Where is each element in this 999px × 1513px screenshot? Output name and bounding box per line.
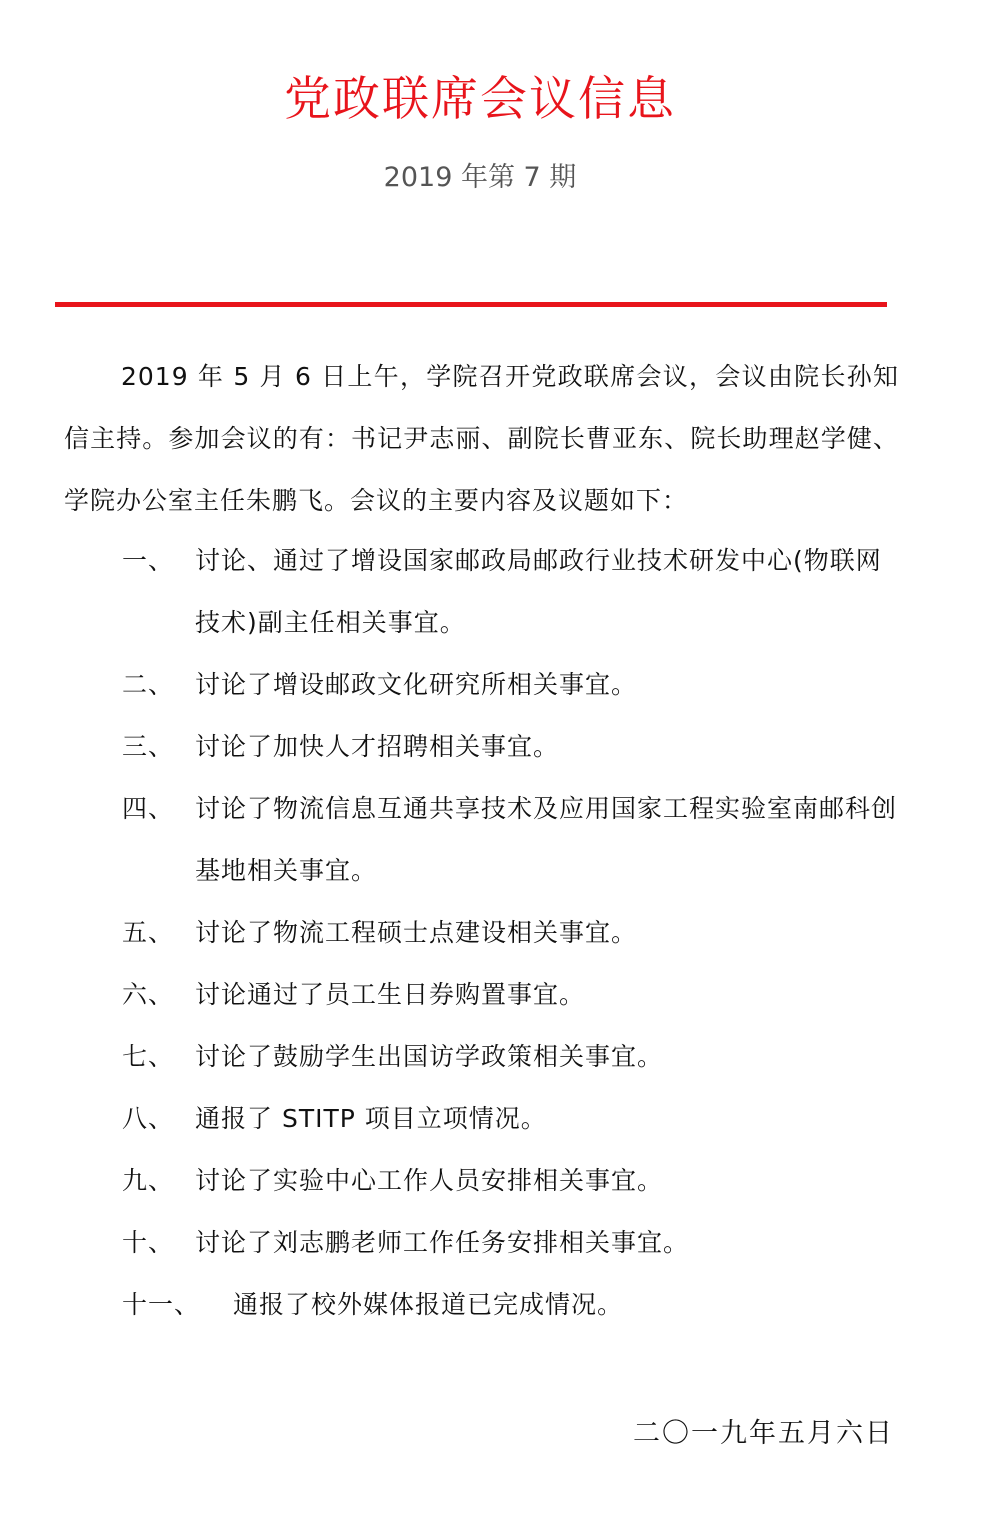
agenda-item-number: 十一、 bbox=[122, 1290, 201, 1319]
agenda-item-text: 讨论了刘志鹏老师工作任务安排相关事宜。 bbox=[195, 1228, 690, 1257]
agenda-item-number: 五、 bbox=[122, 918, 175, 947]
agenda-item-number: 三、 bbox=[122, 732, 175, 761]
document-date: 二〇一九年五月六日 bbox=[633, 1418, 894, 1449]
agenda-item-number: 四、 bbox=[122, 794, 175, 823]
agenda-item-number: 十、 bbox=[122, 1228, 175, 1257]
agenda-item bbox=[0, 654, 999, 716]
agenda-item-text: 讨论通过了员工生日券购置事宜。 bbox=[195, 980, 586, 1009]
agenda-item bbox=[0, 1026, 999, 1088]
agenda-item bbox=[0, 530, 999, 654]
document-body bbox=[64, 346, 899, 532]
agenda-list bbox=[0, 530, 999, 1336]
agenda-item-number: 九、 bbox=[122, 1166, 175, 1195]
agenda-item-number: 六、 bbox=[122, 980, 175, 1009]
agenda-item bbox=[0, 1212, 999, 1274]
agenda-item-number: 二、 bbox=[122, 670, 175, 699]
agenda-item-text: 讨论了物流信息互通共享技术及应用国家工程实验室南邮科创基地相关事宜。 bbox=[195, 794, 898, 885]
agenda-item-text: 讨论了实验中心工作人员安排相关事宜。 bbox=[195, 1166, 664, 1195]
agenda-item-text: 讨论了加快人才招聘相关事宜。 bbox=[195, 732, 560, 761]
agenda-item bbox=[0, 716, 999, 778]
agenda-item-text: 讨论了物流工程硕士点建设相关事宜。 bbox=[195, 918, 638, 947]
agenda-item-number: 八、 bbox=[122, 1104, 175, 1133]
agenda-item bbox=[0, 902, 999, 964]
red-divider bbox=[55, 302, 887, 307]
agenda-item-text: 讨论了增设邮政文化研究所相关事宜。 bbox=[195, 670, 638, 699]
agenda-item bbox=[0, 778, 999, 902]
agenda-item bbox=[0, 1274, 999, 1336]
agenda-item bbox=[0, 964, 999, 1026]
agenda-item-number: 七、 bbox=[122, 1042, 175, 1071]
agenda-item-text: 讨论、通过了增设国家邮政局邮政行业技术研发中心(物联网技术)副主任相关事宜。 bbox=[195, 546, 882, 637]
agenda-item-text: 通报了 STITP 项目立项情况。 bbox=[195, 1104, 547, 1133]
issue-number: 2019 年第 7 期 bbox=[383, 162, 577, 193]
intro-paragraph: 2019 年 5 月 6 日上午，学院召开党政联席会议，会议由院长孙知信主持。参加会议的有：书记尹志丽、副院长曹亚东、院长助理赵学健、学院办公室主任朱鹏飞。会议的主要内容及议题如下： bbox=[64, 362, 899, 515]
document-title: 党政联席会议信息 bbox=[284, 72, 676, 127]
agenda-item bbox=[0, 1088, 999, 1150]
agenda-item-text: 讨论了鼓励学生出国访学政策相关事宜。 bbox=[195, 1042, 664, 1071]
agenda-item bbox=[0, 1150, 999, 1212]
agenda-item-number: 一、 bbox=[122, 546, 175, 575]
agenda-item-text: 通报了校外媒体报道已完成情况。 bbox=[233, 1290, 624, 1319]
